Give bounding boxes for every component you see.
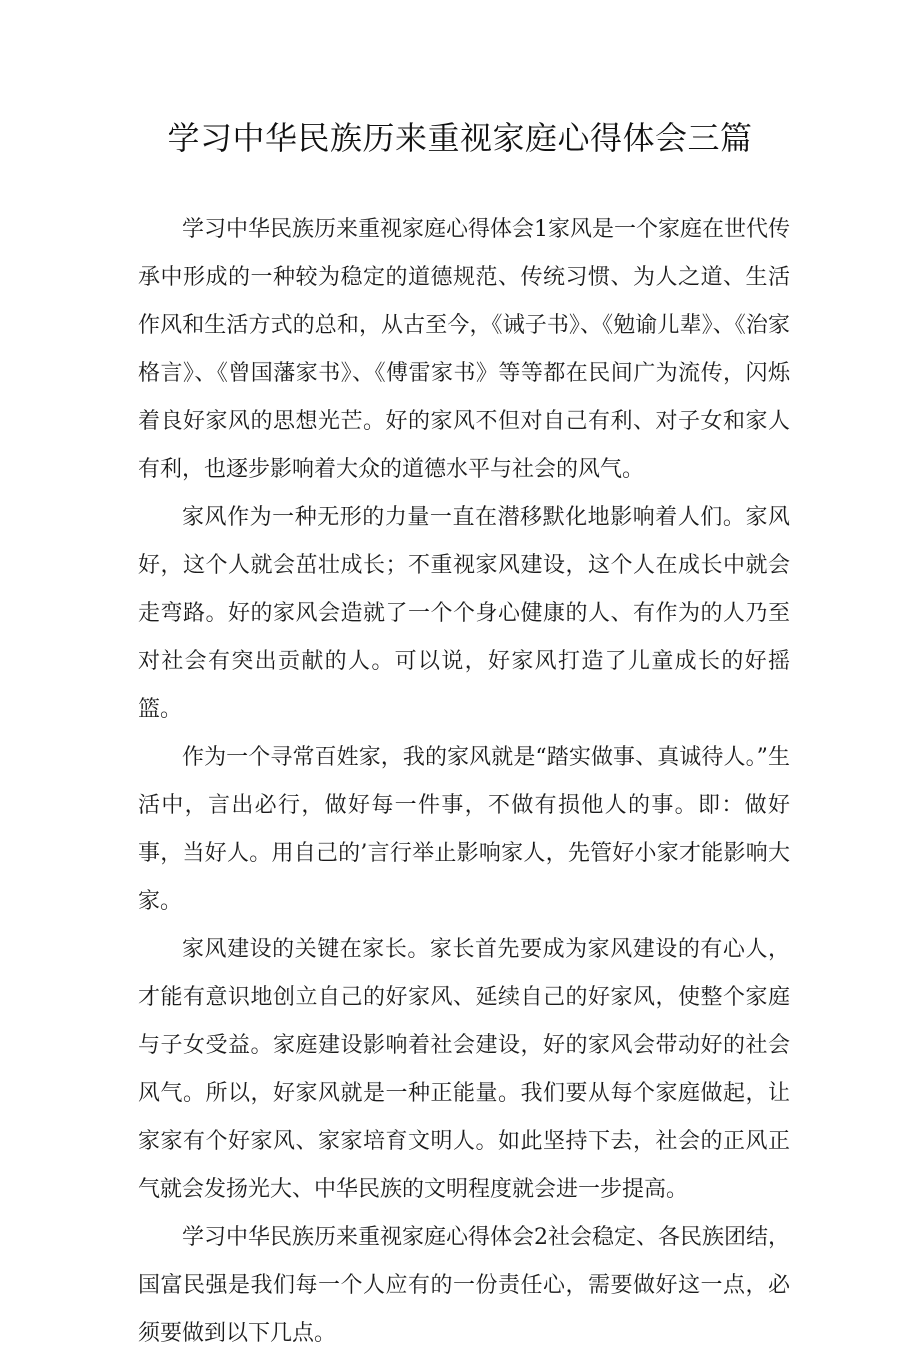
- paragraph-5: 学习中华民族历来重视家庭心得体会2社会稳定、各民族团结，国富民强是我们每一个人应有的一份责任心，需要做好这一点，必须要做到以下几点。: [138, 1225, 790, 1346]
- paragraph-1: 学习中华民族历来重视家庭心得体会1家风是一个家庭在世代传承中形成的一种较为稳定的道德规范、传统习惯、为人之道、生活作风和生活方式的总和，从古至今，《诫子书》、《勉谕儿辈》、《治家格言》、《曾国藩家书》、《傅雷家书》等等都在民间广为流传，闪烁着良好家风的思想光芒。好的家风不但对自己有利、对子女和家人有利，也逐步影响着大众的道德水平与社会的风气。: [138, 217, 790, 482]
- document-title: 学习中华民族历来重视家庭心得体会三篇: [167, 119, 753, 157]
- paragraph-3: 作为一个寻常百姓家，我的家风就是“踏实做事、真诚待人。”生活中，言出必行，做好每一件事，不做有损他人的事。即：做好事，当好人。用自己的’言行举止影响家人，先管好小家才能影响大家。: [138, 745, 790, 914]
- paragraph-2: 家风作为一种无形的力量一直在潜移默化地影响着人们。家风好，这个人就会茁壮成长；不重视家风建设，这个人在成长中就会走弯路。好的家风会造就了一个个身心健康的人、有作为的人乃至对社会有突出贡献的人。可以说，好家风打造了儿童成长的好摇篮。: [138, 505, 790, 722]
- paragraph-4: 家风建设的关键在家长。家长首先要成为家风建设的有心人，才能有意识地创立自己的好家风、延续自己的好家风，使整个家庭与子女受益。家庭建设影响着社会建设，好的家风会带动好的社会风气。所以，好家风就是一种正能量。我们要从每个家庭做起，让家家有个好家风、家家培育文明人。如此坚持下去，社会的正风正气就会发扬光大、中华民族的文明程度就会进一步提高。: [138, 937, 790, 1202]
- document-body: [138, 206, 790, 1358]
